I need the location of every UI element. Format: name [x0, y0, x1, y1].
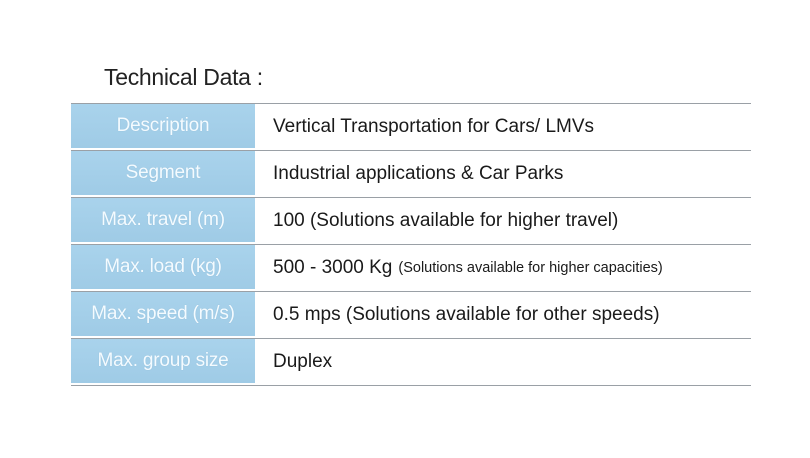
row-label: Description: [71, 104, 255, 150]
row-value-text: Duplex: [273, 351, 333, 372]
table-row-max-travel: [71, 197, 751, 244]
row-label: Max. load (kg): [71, 245, 255, 291]
row-label: Segment: [71, 151, 255, 197]
row-value-text: Industrial applications & Car Parks: [273, 163, 564, 184]
table-row-max-group-size: [71, 338, 751, 386]
row-value: [255, 245, 751, 291]
row-label: Max. group size: [71, 339, 255, 385]
row-value: [255, 151, 751, 197]
row-value: [255, 198, 751, 244]
table-row-max-speed: [71, 291, 751, 338]
row-value: [255, 339, 751, 385]
row-value-text: 500 - 3000 Kg: [273, 257, 393, 278]
table-row-description: [71, 103, 751, 150]
row-value-note: (Solutions available for higher capacities): [398, 260, 663, 276]
row-value: [255, 104, 751, 150]
row-value-text: Vertical Transportation for Cars/ LMVs: [273, 116, 595, 137]
technical-data-table: [71, 103, 751, 386]
row-value-text: 0.5 mps (Solutions available for other speeds): [273, 304, 660, 325]
section-heading: Technical Data :: [104, 64, 263, 90]
row-label: Max. travel (m): [71, 198, 255, 244]
row-label: Max. speed (m/s): [71, 292, 255, 338]
table-row-segment: [71, 150, 751, 197]
row-value-text: 100 (Solutions available for higher travel): [273, 210, 619, 231]
row-value: [255, 292, 751, 338]
table-row-max-load: [71, 244, 751, 291]
